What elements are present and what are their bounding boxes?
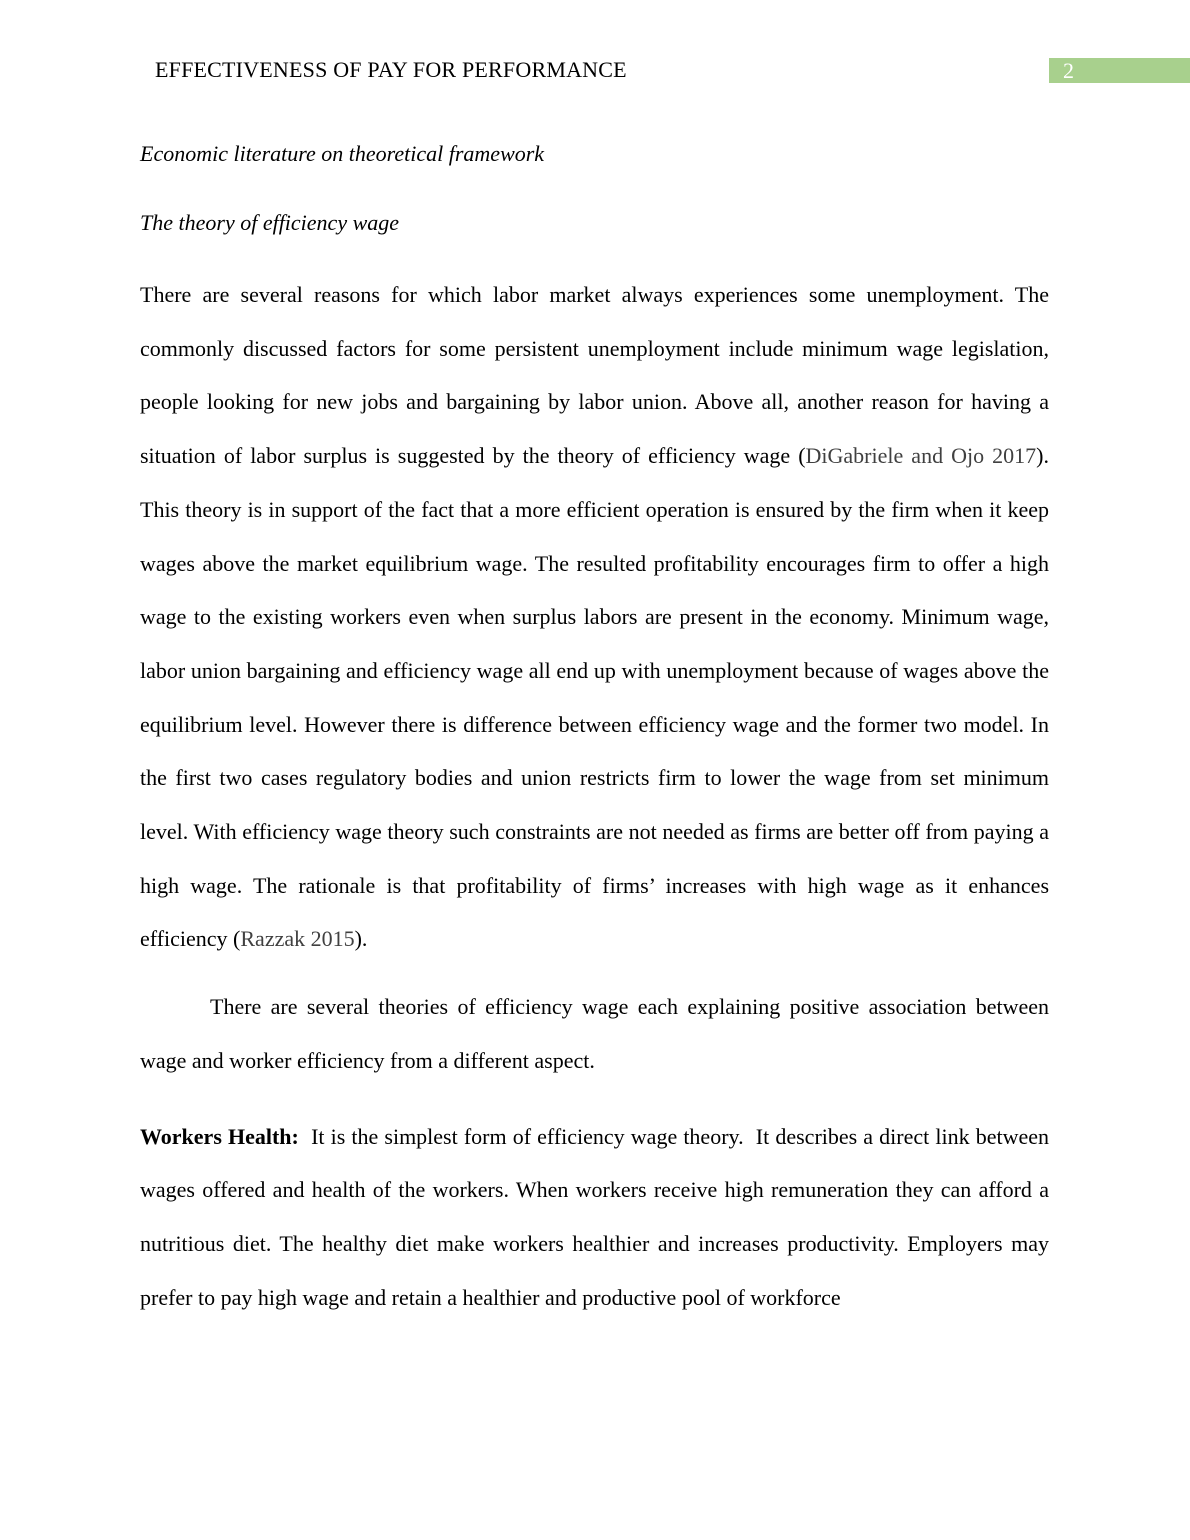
workers-health-label: Workers Health: bbox=[140, 1123, 299, 1149]
paragraph-theories-intro: There are several theories of efficiency wage each explaining positive association between wage and worker efficiency from a different aspect. bbox=[140, 994, 1049, 1073]
document-body bbox=[140, 130, 1055, 1324]
page-number: 2 bbox=[1063, 58, 1074, 83]
paragraph-text: There are several reasons for which labor market always experiences some unemployment. The commonly discussed factors for some persistent unemployment include minimum wage legislation, people looking for new jobs and bargaining by labor union. Above all, another reason for having a situation of labor surplus is suggested by the theory of efficiency wage ( bbox=[140, 282, 1049, 469]
paragraph-workers-health bbox=[140, 1110, 1055, 1325]
running-head: EFFECTIVENESS OF PAY FOR PERFORMANCE bbox=[155, 57, 627, 82]
paragraph-text: ). This theory is in support of the fact that a more efficient operation is ensured by the firm when it keep wages above the market equilibrium wage. The resulted profitability encourages firm to offer a high wage to the existing workers even when surplus labors are present in the economy. Minimum wage, labor union bargaining and efficiency wage all end up with unemployment because of wages above the equilibrium level. However there is difference between efficiency wage and the former two model. In the first two cases regulatory bodies and union restricts firm to lower the wage from set minimum level. With efficiency wage theory such constraints are not needed as firms are better off from paying a high wage. The rationale is that profitability of firms’ increases with high wage as it enhances efficiency ( bbox=[140, 443, 1049, 952]
page-number-tab bbox=[1049, 58, 1190, 83]
citation-razzak: Razzak 2015 bbox=[240, 926, 355, 952]
paragraph-text: ). bbox=[354, 926, 368, 952]
paragraph-unemployment-reasons bbox=[140, 268, 1049, 966]
subsection-heading: The theory of efficiency wage bbox=[140, 210, 400, 235]
citation-digabriele-ojo: DiGabriele and Ojo 2017 bbox=[805, 443, 1037, 469]
paragraph-text: It is the simplest form of efficiency wage theory. It describes a direct link between wages offered and health of the workers. When workers receive high remuneration they can afford a nutritious diet. The healthy diet make workers healthier and increases productivity. Employers may prefer to pay high wage and retain a healthier and productive pool of workforce bbox=[140, 1123, 1055, 1310]
section-heading: Economic literature on theoretical framework bbox=[140, 141, 545, 166]
